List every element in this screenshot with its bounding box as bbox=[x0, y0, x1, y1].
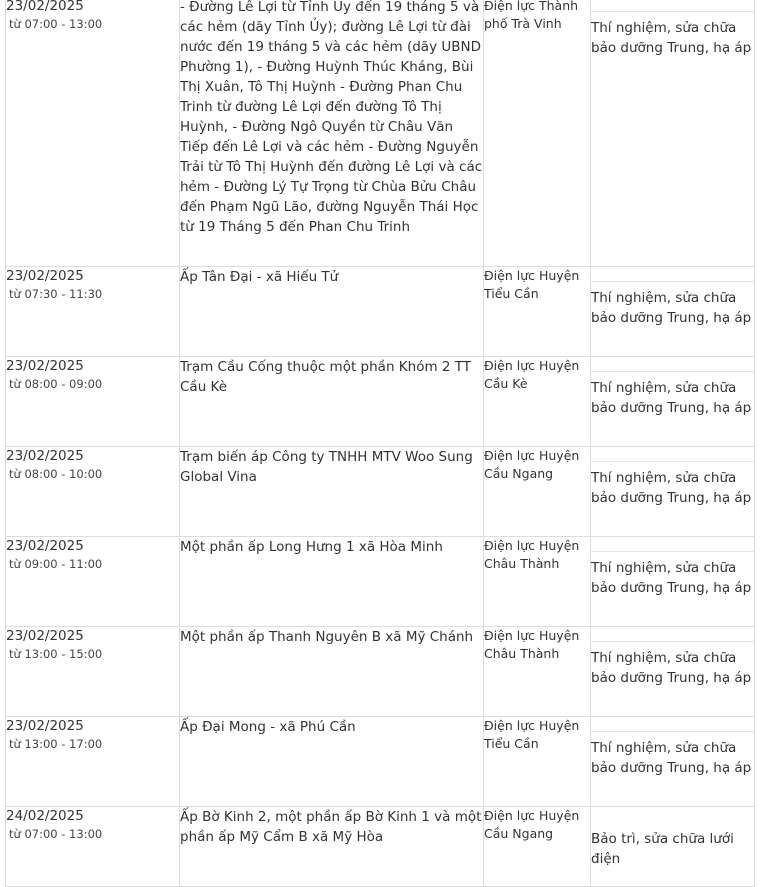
table-row bbox=[6, 537, 755, 627]
date-cell bbox=[6, 0, 180, 267]
outage-time: từ 08:00 - 10:00 bbox=[9, 467, 103, 481]
work-reason: Thí nghiệm, sửa chữa bảo dưỡng Trung, hạ áp bbox=[591, 560, 752, 596]
power-unit: Điện lực Thành phố Trà Vinh bbox=[484, 0, 579, 31]
work-reason: Bảo trì, sửa chữa lưới điện bbox=[591, 831, 734, 867]
outage-time: từ 07:00 - 13:00 bbox=[9, 827, 103, 841]
date-cell bbox=[6, 267, 180, 357]
work-cell bbox=[591, 0, 755, 267]
work-reason: Thí nghiệm, sửa chữa bảo dưỡng Trung, hạ áp bbox=[591, 380, 752, 416]
outage-area: Ấp Tân Đại - xã Hiếu Tử bbox=[180, 269, 339, 285]
outage-area: Một phần ấp Thanh Nguyên B xã Mỹ Chánh bbox=[180, 629, 474, 645]
outage-date: 24/02/2025 bbox=[6, 808, 84, 824]
outage-area: Trạm biến áp Công ty TNHH MTV Woo Sung Global Vina bbox=[180, 449, 473, 485]
outage-time: từ 08:00 - 09:00 bbox=[9, 377, 103, 391]
unit-cell bbox=[484, 0, 591, 267]
outage-date: 23/02/2025 bbox=[6, 538, 84, 554]
outage-date: 23/02/2025 bbox=[6, 628, 84, 644]
date-cell bbox=[6, 807, 180, 887]
power-unit: Điện lực Huyện Tiểu Cần bbox=[484, 268, 580, 301]
unit-cell bbox=[484, 267, 591, 357]
outage-date: 23/02/2025 bbox=[6, 0, 84, 14]
outage-area: - Đường Lê Lợi từ Tỉnh Ủy đến 19 tháng 5 và các hẻm (dãy Tỉnh Ủy); đường Lê Lợi từ đài nước đến 19 tháng 5 và các hẻm (dãy UBND Phường 1), - Đường Huỳnh Thúc Kháng, Bùi Thị Xuân, Tô Thị Huỳnh - Đường Phan Chu Trinh từ đường Lê Lợi đến đường Tô Thị Huỳnh, - Đường Ngô Quyền từ Châu Văn Tiếp đến Lê Lợi và các hẻm - Đường Nguyễn Trải từ Tô Thị Huỳnh đến đường Lê Lợi và các hẻm - Đường Lý Tự Trọng từ Chùa Bửu Châu đến Phạm Ngũ Lão, đường Nguyễn Thái Học từ 19 Tháng 5 đến Phan Chu Trinh bbox=[180, 0, 483, 235]
power-unit: Điện lực Huyện Châu Thành bbox=[484, 538, 580, 571]
date-cell bbox=[6, 447, 180, 537]
outage-date: 23/02/2025 bbox=[6, 448, 84, 464]
table-row bbox=[6, 807, 755, 887]
area-cell bbox=[180, 357, 484, 447]
power-unit: Điện lực Huyện Cầu Ngang bbox=[484, 448, 580, 481]
work-cell bbox=[591, 537, 755, 627]
area-cell bbox=[180, 0, 484, 267]
table-row bbox=[6, 717, 755, 807]
table-row bbox=[6, 357, 755, 447]
table-row bbox=[6, 627, 755, 717]
work-cell bbox=[591, 447, 755, 537]
date-cell bbox=[6, 537, 180, 627]
outage-date: 23/02/2025 bbox=[6, 358, 84, 374]
work-reason: Thí nghiệm, sửa chữa bảo dưỡng Trung, hạ áp bbox=[591, 290, 752, 326]
work-reason: Thí nghiệm, sửa chữa bảo dưỡng Trung, hạ áp bbox=[591, 650, 752, 686]
date-cell bbox=[6, 627, 180, 717]
outage-time: từ 07:00 - 13:00 bbox=[9, 17, 103, 31]
outage-time: từ 09:00 - 11:00 bbox=[9, 557, 103, 571]
date-cell bbox=[6, 717, 180, 807]
outage-time: từ 07:30 - 11:30 bbox=[9, 287, 103, 301]
work-cell bbox=[591, 717, 755, 807]
power-unit: Điện lực Huyện Cầu Ngang bbox=[484, 808, 580, 841]
date-cell bbox=[6, 357, 180, 447]
outage-table-body bbox=[6, 0, 755, 887]
outage-time: từ 13:00 - 17:00 bbox=[9, 737, 103, 751]
outage-time: từ 13:00 - 15:00 bbox=[9, 647, 103, 661]
outage-schedule-table bbox=[5, 0, 755, 887]
outage-date: 23/02/2025 bbox=[6, 268, 84, 284]
area-cell bbox=[180, 537, 484, 627]
outage-area: Ấp Bờ Kinh 2, một phần ấp Bờ Kinh 1 và một phần ấp Mỹ Cẩm B xã Mỹ Hòa bbox=[180, 809, 482, 845]
area-cell bbox=[180, 267, 484, 357]
unit-cell bbox=[484, 447, 591, 537]
work-cell bbox=[591, 357, 755, 447]
area-cell bbox=[180, 717, 484, 807]
outage-area: Trạm Cầu Cống thuộc một phần Khóm 2 TT Cầu Kè bbox=[180, 359, 472, 395]
outage-area: Một phần ấp Long Hưng 1 xã Hòa Minh bbox=[180, 539, 443, 555]
work-reason: Thí nghiệm, sửa chữa bảo dưỡng Trung, hạ áp bbox=[591, 20, 752, 56]
area-cell bbox=[180, 447, 484, 537]
table-row bbox=[6, 0, 755, 267]
power-unit: Điện lực Huyện Tiểu Cần bbox=[484, 718, 580, 751]
unit-cell bbox=[484, 537, 591, 627]
power-unit: Điện lực Huyện Châu Thành bbox=[484, 628, 580, 661]
unit-cell bbox=[484, 717, 591, 807]
area-cell bbox=[180, 627, 484, 717]
table-row bbox=[6, 447, 755, 537]
work-cell bbox=[591, 267, 755, 357]
outage-date: 23/02/2025 bbox=[6, 718, 84, 734]
power-unit: Điện lực Huyện Cầu Kè bbox=[484, 358, 580, 391]
unit-cell bbox=[484, 807, 591, 887]
unit-cell bbox=[484, 627, 591, 717]
work-reason: Thí nghiệm, sửa chữa bảo dưỡng Trung, hạ áp bbox=[591, 740, 752, 776]
work-cell bbox=[591, 807, 755, 887]
table-row bbox=[6, 267, 755, 357]
work-reason: Thí nghiệm, sửa chữa bảo dưỡng Trung, hạ áp bbox=[591, 470, 752, 506]
work-cell bbox=[591, 627, 755, 717]
unit-cell bbox=[484, 357, 591, 447]
area-cell bbox=[180, 807, 484, 887]
outage-area: Ấp Đại Mong - xã Phú Cần bbox=[180, 719, 356, 735]
